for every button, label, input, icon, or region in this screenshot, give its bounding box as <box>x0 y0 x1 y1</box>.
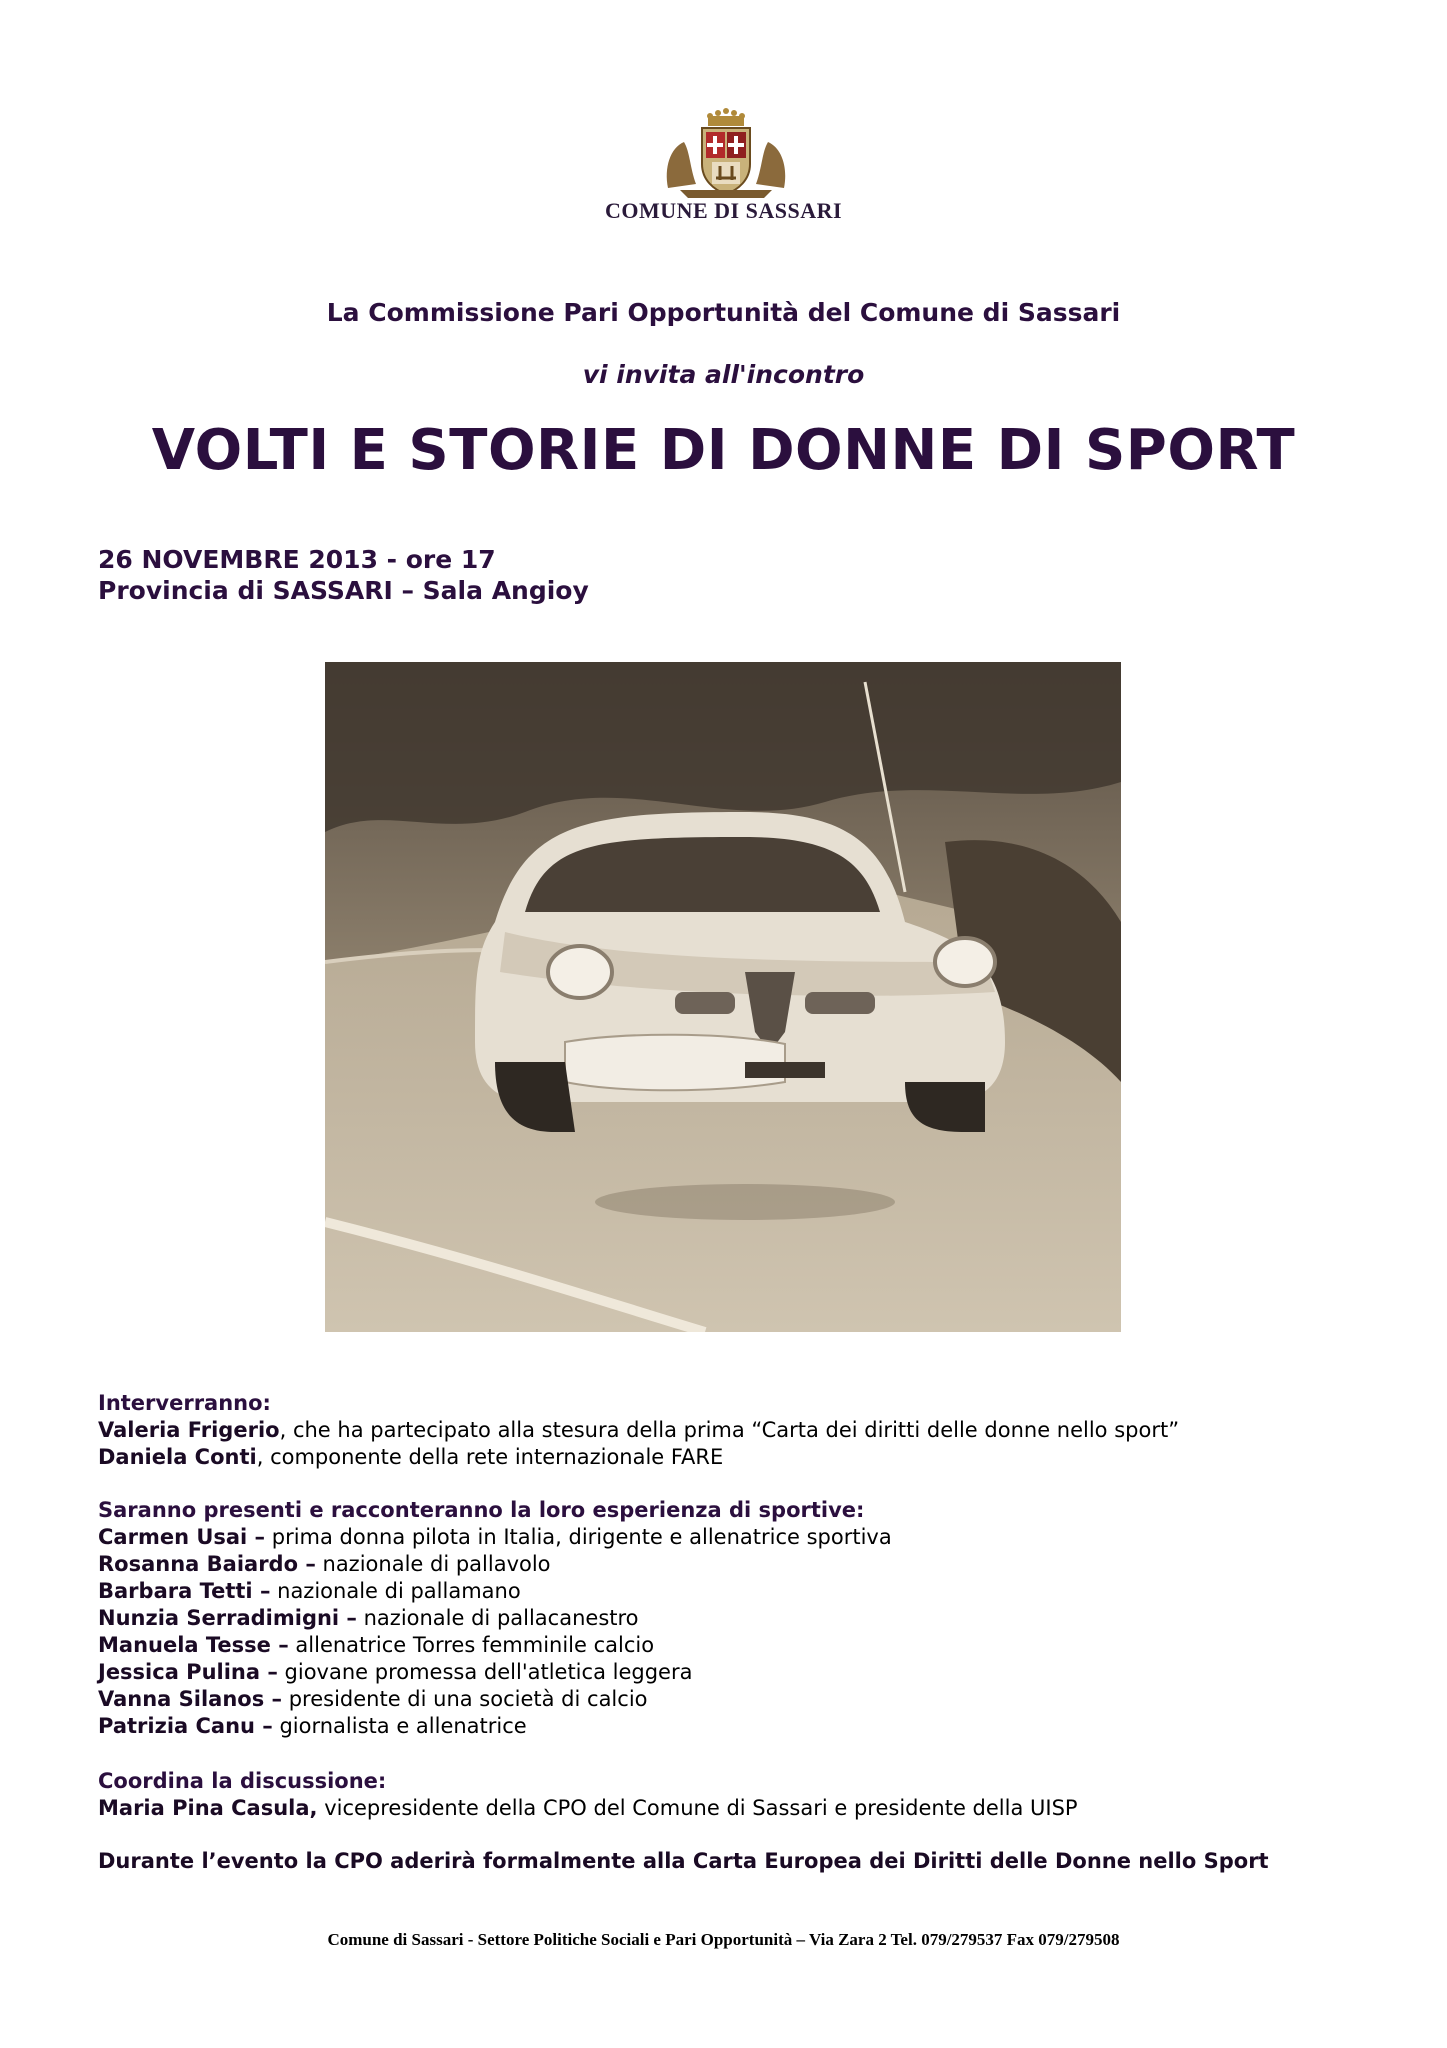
moderator-heading: Coordina la discussione: <box>98 1769 387 1793</box>
footer-contact: Comune di Sassari - Settore Politiche Sociali e Pari Opportunità – Via Zara 2 Tel. 079/279537 Fax 079/279508 <box>327 1930 1120 1949</box>
list-item: Vanna Silanos – presidente di una società di calcio <box>98 1687 648 1711</box>
list-item: Manuela Tesse – allenatrice Torres femminile calcio <box>98 1633 655 1657</box>
list-item: Nunzia Serradimigni – nazionale di pallacanestro <box>98 1606 639 1630</box>
list-item: Daniela Conti, componente della rete internazionale FARE <box>98 1445 724 1469</box>
vintage-car-photo <box>325 662 1121 1332</box>
list-item: Maria Pina Casula, vicepresidente della CPO del Comune di Sassari e presidente della UISP <box>98 1796 1078 1820</box>
invite-line: vi invita all'incontro <box>582 360 865 389</box>
org-name: COMUNE DI SASSARI <box>604 198 843 223</box>
coat-of-arms-icon <box>660 108 792 200</box>
commission-line: La Commissione Pari Opportunità del Comune di Sassari <box>326 298 1121 327</box>
event-title: VOLTI E STORIE DI DONNE DI SPORT <box>151 418 1296 483</box>
list-item: Patrizia Canu – giornalista e allenatrice <box>98 1714 527 1738</box>
speakers-section <box>98 1390 1179 1471</box>
athletes-section <box>98 1497 892 1740</box>
speakers-heading: Interverranno: <box>98 1391 271 1415</box>
list-item: Barbara Tetti – nazionale di pallamano <box>98 1579 521 1603</box>
list-item: Carmen Usai – prima donna pilota in Italia, dirigente e allenatrice sportiva <box>98 1525 892 1549</box>
closing-note: Durante l’evento la CPO aderirà formalmente alla Carta Europea dei Diritti delle Donne nello Sport <box>98 1849 1269 1873</box>
moderator-section <box>98 1768 1078 1822</box>
list-item: Valeria Frigerio, che ha partecipato alla stesura della prima “Carta dei diritti delle donne nello sport” <box>98 1418 1180 1442</box>
event-place: Provincia di SASSARI – Sala Angioy <box>98 576 589 605</box>
list-item: Jessica Pulina – giovane promessa dell'atletica leggera <box>98 1660 693 1684</box>
list-item: Rosanna Baiardo – nazionale di pallavolo <box>98 1552 551 1576</box>
athletes-heading: Saranno presenti e racconteranno la loro esperienza di sportive: <box>98 1498 865 1522</box>
event-date: 26 NOVEMBRE 2013 - ore 17 <box>98 545 496 574</box>
